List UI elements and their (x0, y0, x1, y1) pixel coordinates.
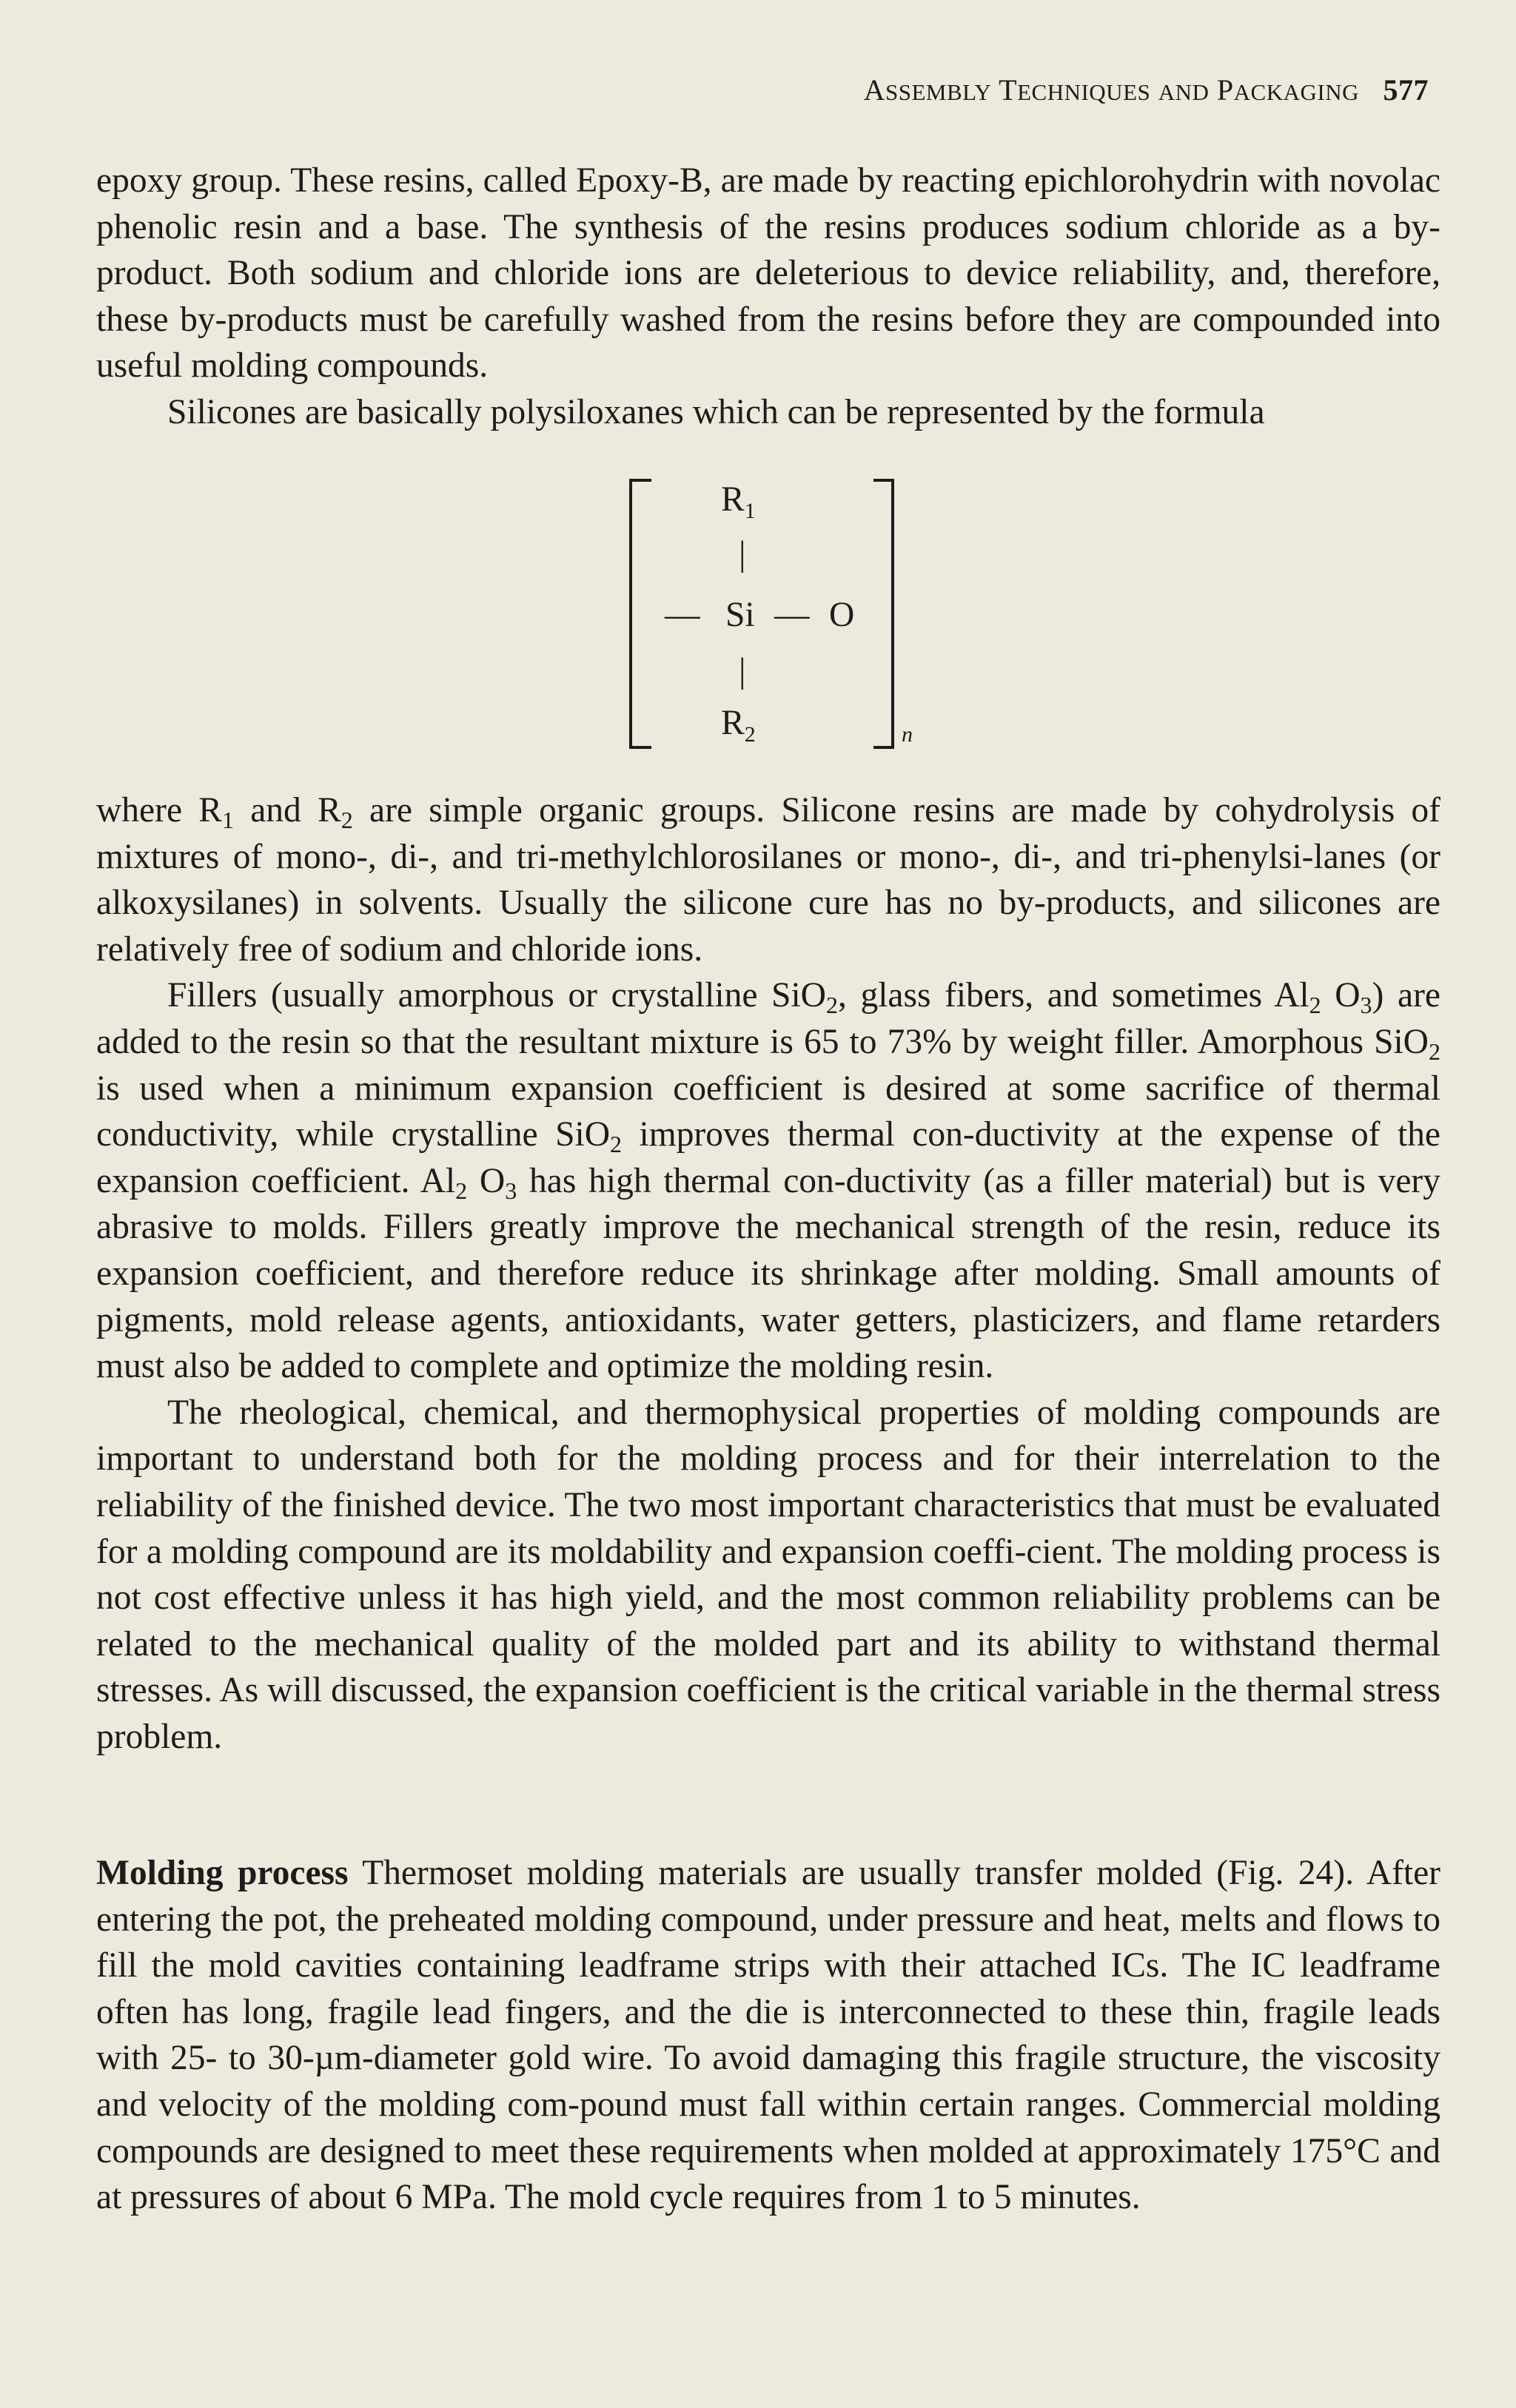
upper-bond: | (739, 535, 746, 574)
section-heading: Molding process (96, 1854, 349, 1892)
subscript: 2 (1309, 992, 1321, 1019)
title-small: ACKAGING (1233, 79, 1359, 105)
text-run: improves thermal con-ductivity at the expense of the expansion coefficient. Al (96, 1115, 1440, 1200)
o-atom: O (829, 596, 855, 634)
text-run: , glass fibers, and sometimes Al (837, 976, 1309, 1015)
title-small: ECHNIQUES (1017, 79, 1151, 105)
subscript: 3 (1360, 992, 1372, 1019)
left-bracket (631, 480, 651, 747)
subscript: 2 (610, 1131, 623, 1158)
text-run: O (1321, 976, 1361, 1015)
paragraph-properties: The rheological, chemical, and thermophysical properties of molding compounds are important to understand both for the molding process and for their interrelation to the reliability of the finished device. The two most important characteristics that must be evaluated for a molding compound are its moldability and expansion coeffi-cient. The molding process is not cost effective unless it has high yield, and the most common reliability problems can be related to the mechanical quality of the molded part and its ability to withstand thermal stresses. As will discussed, the expansion coefficient is the critical variable in the thermal stress problem. (96, 1393, 1440, 1756)
text-run: Thermoset molding materials are usually transfer molded (Fig. 24). After entering the pot, the preheated molding compound, under pressure and heat, melts and flows to fill the mold cavities containing leadframe strips with their attached ICs. The IC leadframe often has long, fragile lead fingers, and the die is interconnected to these thin, fragile leads with 25- to 30-µm-diameter gold wire. To avoid damaging this fragile structure, the viscosity and velocity of the molding com-pound must fall within certain ranges. Commercial molding compounds are designed to meet these requirements when molded at approximately 175°C and at pressures of about 6 MPa. The mold cycle requires from 1 to 5 minutes. (96, 1854, 1440, 2217)
title-cap: T (999, 73, 1018, 107)
si-atom: Si (725, 596, 755, 634)
text-run: and R (233, 791, 341, 830)
r2-label: R (721, 704, 745, 742)
r2-subscript: 2 (744, 722, 756, 747)
r2-group (721, 706, 756, 746)
left-dash: — (665, 596, 700, 634)
text-run: ) are added to the resin so that the resultant mixture is 65 to 73% by weight filler. Amorphous SiO (96, 976, 1440, 1061)
subscript: 3 (505, 1177, 517, 1204)
title-cap: A (863, 73, 885, 107)
subscript: 1 (221, 807, 234, 833)
title-small: AND (1158, 79, 1210, 105)
r1-group (721, 482, 756, 522)
subscript: 2 (1429, 1037, 1440, 1065)
right-dash: — (774, 596, 810, 634)
subscript: 2 (455, 1177, 468, 1204)
title-small: SSEMBLY (885, 79, 992, 105)
text-run: where R (96, 791, 222, 830)
repeat-n: n (902, 722, 913, 747)
paragraph-molding-process (96, 1850, 1440, 2221)
paragraph-silicones-intro: Silicones are basically polysiloxanes which can be represented by the formula (167, 392, 1265, 431)
paragraph-silicone-groups (96, 787, 1440, 972)
text-run: Fillers (usually amorphous or crystalline SiO (167, 976, 826, 1015)
subscript: 2 (341, 807, 353, 833)
title-cap: P (1216, 73, 1234, 107)
text-run: has high thermal con-ductivity (as a filler material) but is very abrasive to molds. Fillers greatly improve the mechanical strength of the resin, reduce its expansion coefficient, and therefore reduce its shrinkage after molding. Small amounts of pigments, mold release agents, antioxidants, water getters, plasticizers, and flame retarders must also be added to complete and optimize the molding resin. (96, 1161, 1440, 1386)
r1-subscript: 1 (744, 499, 756, 523)
paragraph-fillers (96, 972, 1440, 1389)
text-run: are simple organic groups. Silicone resins are made by cohydrolysis of mixtures of mono-, di-, and tri-methylchlorosilanes or mono-, di-, and tri-phenylsi-lanes (or alkoxysilanes) in solvents. Usually the silicone cure has no by-products, and silicones are relatively free of sodium and chloride ions. (96, 791, 1440, 969)
text-run: O (467, 1161, 506, 1200)
running-head-title (864, 73, 1367, 107)
paragraph-epoxy: epoxy group. These resins, called Epoxy-B, are made by reacting epichlorohydrin with novolac phenolic resin and a base. The synthesis of the resins produces sodium chloride as a by-product. Both sodium and chloride ions are deleterious to device reliability, and, therefore, these by-products must be carefully washed from the resins before they are compounded into useful molding compounds. (96, 161, 1440, 386)
page-number: 577 (1383, 73, 1429, 107)
r1-label: R (721, 480, 745, 519)
running-head (96, 73, 1429, 107)
text-block-bottom (96, 1850, 1440, 2221)
text-block-top (96, 158, 1440, 436)
subscript: 2 (825, 992, 838, 1019)
text-run: is used when a minimum expansion coefficient is desired at some sacrifice of thermal conductivity, while crystalline SiO (96, 1069, 1440, 1154)
right-bracket (873, 480, 893, 747)
lower-bond: | (739, 652, 746, 690)
text-block-middle (96, 787, 1440, 1760)
